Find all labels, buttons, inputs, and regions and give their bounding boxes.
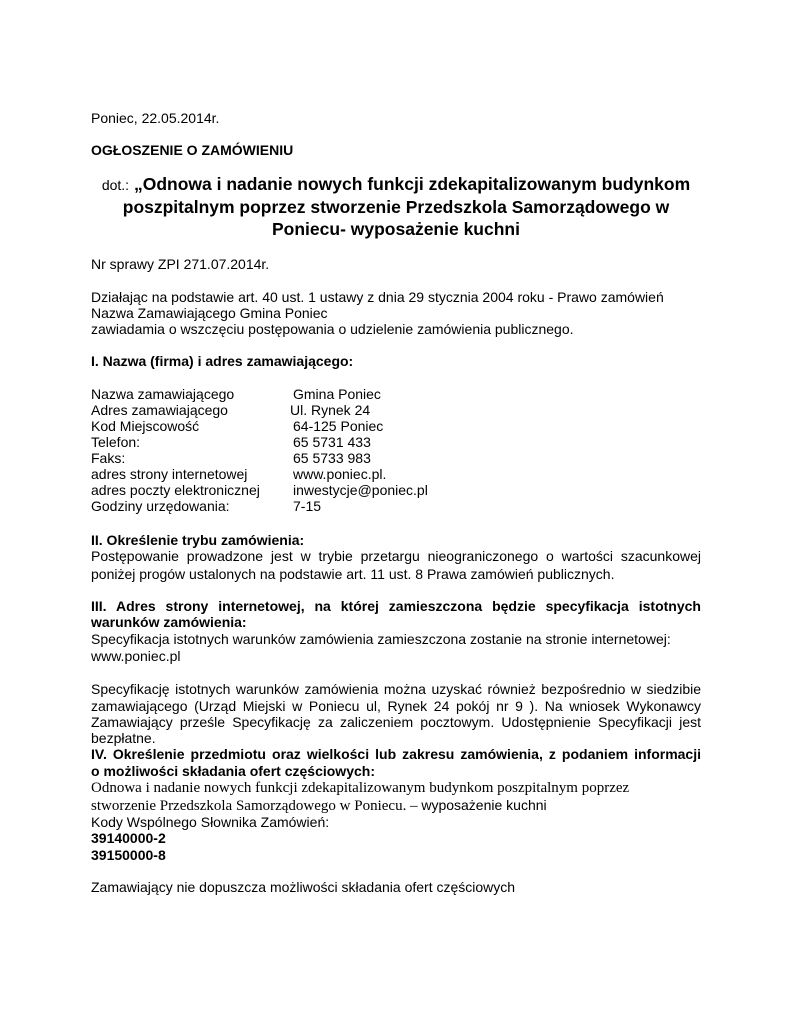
intro-line-1: Działając na podstawie art. 40 ust. 1 ustawy z dnia 29 stycznia 2004 roku - Prawo zamówień [91, 289, 664, 305]
cpv-code-2: 39150000-8 [91, 847, 166, 863]
section-2-heading: II. Określenie trybu zamówienia: [91, 532, 305, 548]
spec-para-line-3: Zamawiający prześle Specyfikację za zaliczeniem pocztowym. Udostępnienie Specyfikacji jest [91, 714, 701, 730]
section-3-line-1: Specyfikacja istotnych warunków zamówienia zamieszczona zostanie na stronie internetowej: [91, 631, 671, 647]
section-4-heading-1: IV. Określenie przedmiotu oraz wielkości lub zakresu zamówienia, z podaniem informacji [91, 746, 701, 762]
subject-line-1 [91, 173, 701, 196]
row-value-address: Ul. Rynek 24 [290, 402, 371, 418]
section-4-subject-line-2-tail: wyposażenie kuchni [421, 797, 547, 813]
row-value-phone: 65 5731 433 [293, 434, 371, 450]
cpv-code-1: 39140000-2 [91, 830, 166, 846]
row-value-fax: 65 5733 983 [293, 450, 371, 466]
row-label-postcode: Kod Miejscowość [91, 418, 200, 434]
intro-line-3: zawiadamia o wszczęciu postępowania o udzielenie zamówienia publicznego. [91, 321, 574, 337]
subject-line-1-text: „Odnowa i nadanie nowych funkcji zdekapitalizowanym budynkom [133, 174, 691, 194]
row-value-postcode: 64-125 Poniec [293, 418, 384, 434]
row-label-website: adres strony internetowej [91, 466, 248, 482]
section-4-subject-line-1: Odnowa i nadanie nowych funkcji zdekapitalizowanym budynkom poszpitalnym poprzez [91, 780, 630, 796]
subject-prefix: dot.: [101, 177, 130, 193]
place-date: Poniec, 22.05.2014r. [91, 110, 220, 126]
row-label-address: Adres zamawiającego [91, 402, 228, 418]
intro-line-2: Nazwa Zamawiającego Gmina Poniec [91, 305, 328, 321]
section-3-url[interactable]: www.poniec.pl [91, 648, 181, 664]
section-3-heading-2: warunków zamówienia: [91, 614, 247, 630]
partial-offers-note: Zamawiający nie dopuszcza możliwości składania ofert częściowych [91, 879, 516, 895]
row-value-hours: 7-15 [293, 498, 322, 514]
spec-para-line-1: Specyfikację istotnych warunków zamówienia można uzyskać również bezpośrednio w siedzibie [91, 681, 701, 697]
spec-para-line-2: zamawiającego (Urząd Miejski w Poniecu ul, Rynek 24 pokój nr 9 ). Na wniosek Wykonawcy [91, 698, 701, 714]
document-title: OGŁOSZENIE O ZAMÓWIENIU [91, 142, 294, 158]
section-2-line-1: Postępowanie prowadzone jest w trybie przetargu nieograniczonego o wartości szacunkowej [91, 548, 701, 564]
section-4-subject-line-2-text: stworzenie Przedszkola Samorządowego w Poniecu. – [91, 798, 422, 814]
spec-para-line-4: bezpłatne. [91, 730, 156, 746]
row-label-phone: Telefon: [91, 434, 141, 450]
row-label-fax: Faks: [91, 450, 126, 466]
row-label-email: adres poczty elektronicznej [91, 482, 260, 498]
subject-line-2: poszpitalnym poprzez stworzenie Przedszkola Samorządowego w [122, 197, 670, 217]
subject-line-3: Poniecu- wyposażenie kuchni [272, 219, 520, 239]
section-4-heading-2: o możliwości składania ofert częściowych: [91, 763, 375, 779]
section-1-heading: I. Nazwa (firma) i adres zamawiającego: [91, 353, 354, 369]
row-value-name: Gmina Poniec [293, 386, 381, 402]
row-value-email[interactable]: inwestycje@poniec.pl [293, 482, 428, 498]
section-3-heading-1: III. Adres strony internetowej, na której zamieszczona będzie specyfikacja istotnych [91, 598, 701, 614]
row-label-hours: Godziny urzędowania: [91, 498, 230, 514]
section-2-line-2: poniżej progów ustalonych na podstawie art. 11 ust. 8 Prawa zamówień publicznych. [91, 566, 615, 582]
row-label-name: Nazwa zamawiającego [91, 386, 235, 402]
row-value-website[interactable]: www.poniec.pl. [293, 466, 387, 482]
case-number: Nr sprawy ZPI 271.07.2014r. [91, 256, 270, 272]
subject-block [91, 173, 701, 240]
section-4-subject-line-2 [91, 797, 547, 814]
cpv-label: Kody Wspólnego Słownika Zamówień: [91, 814, 330, 830]
